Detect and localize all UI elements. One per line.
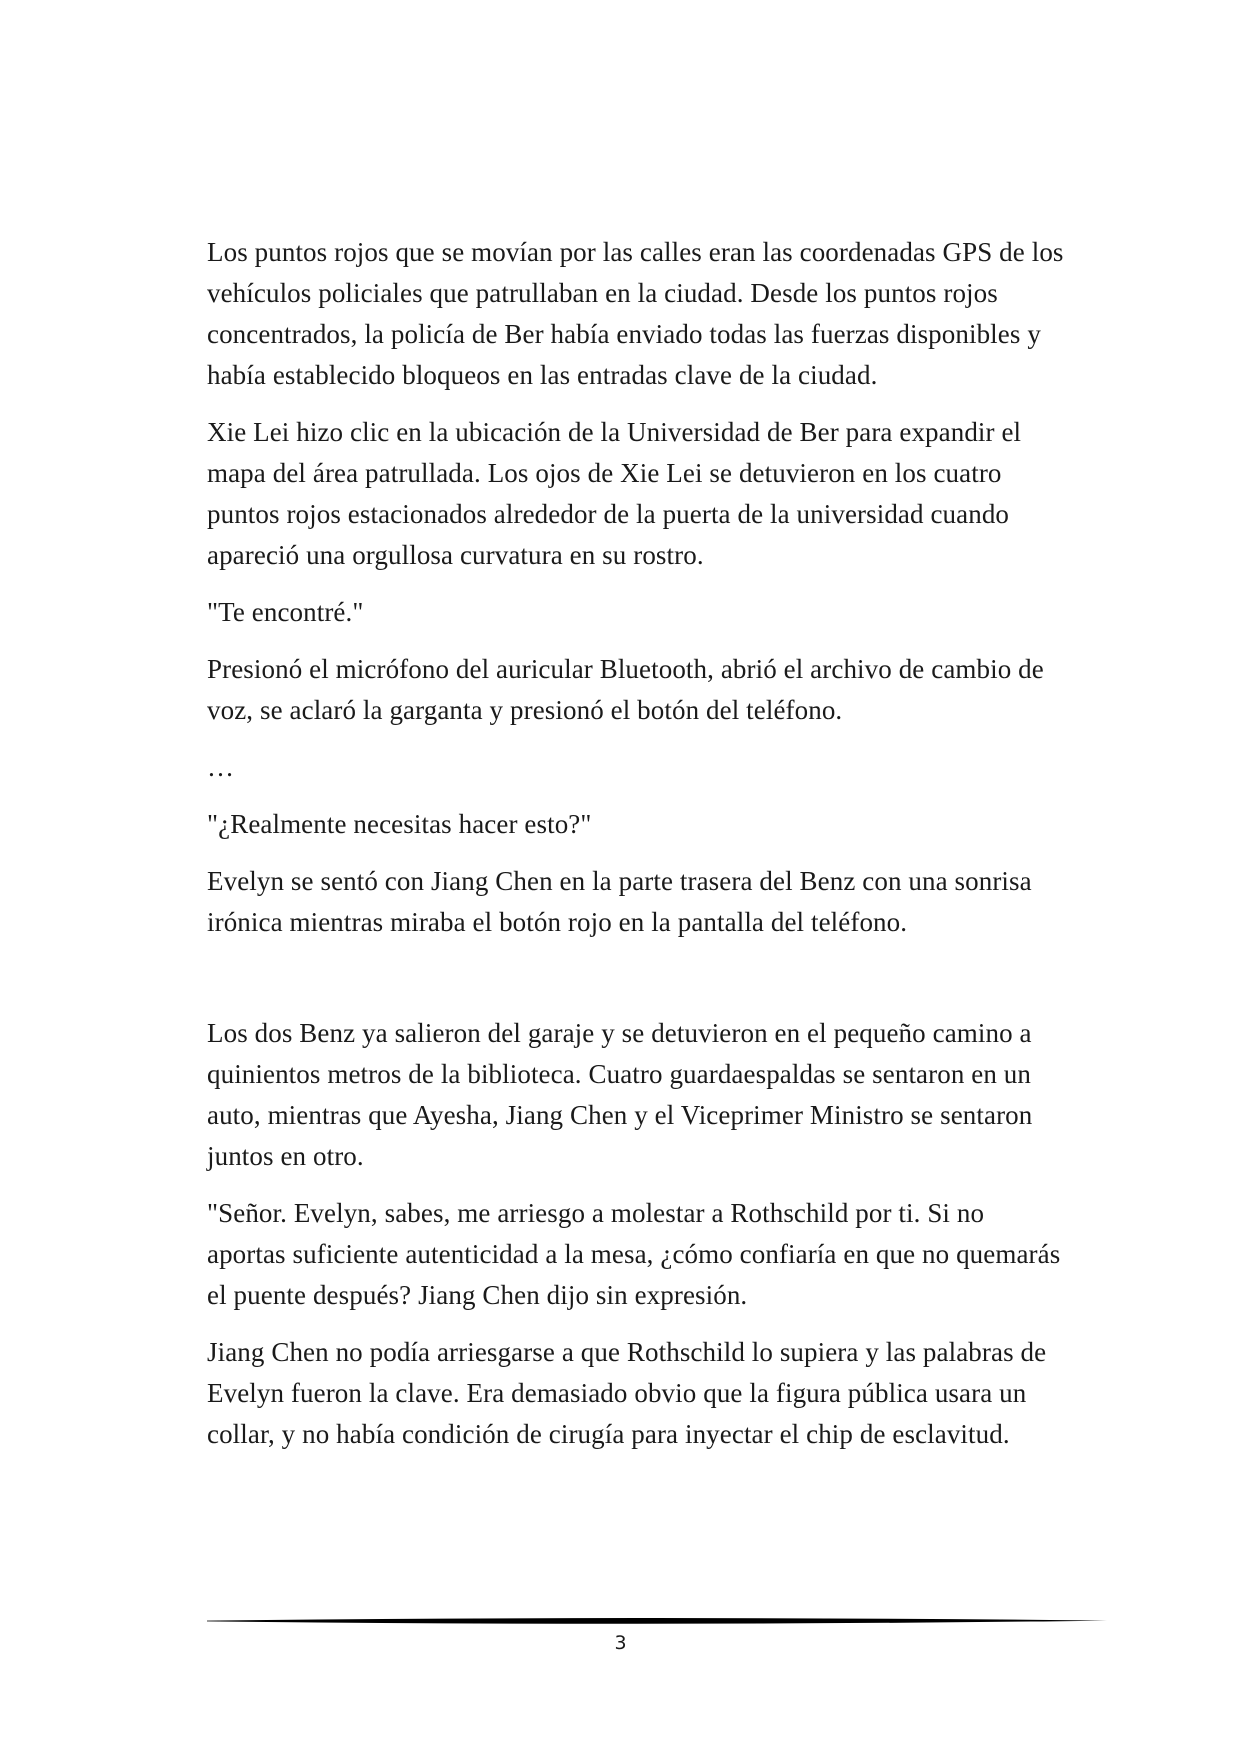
paragraph: Xie Lei hizo clic en la ubicación de la Universidad de Ber para expandir el mapa del área patrullada. Los ojos de Xie Lei se detuvieron en los cuatro puntos rojos estacionados alrededor de la puerta de la universidad cuando apareció una orgullosa curvatura en su rostro. [207, 417, 1022, 570]
body-text [207, 232, 1067, 1471]
paragraph: Evelyn se sentó con Jiang Chen en la parte trasera del Benz con una sonrisa irónica mientras miraba el botón rojo en la pantalla del teléfono. [207, 866, 1032, 937]
paragraph: Los puntos rojos que se movían por las calles eran las coordenadas GPS de los vehículos policiales que patrullaban en la ciudad. Desde los puntos rojos concentrados, la policía de Ber había enviado todas las fuerzas disponibles y había establecido bloqueos en las entradas clave de la ciudad. [207, 237, 1064, 390]
ellipsis-line: … [207, 752, 235, 782]
paragraph: "Te encontré." [207, 597, 364, 627]
page-number: 3 [614, 1632, 627, 1654]
paragraph: "¿Realmente necesitas hacer esto?" [207, 809, 592, 839]
paragraph: Presionó el micrófono del auricular Bluetooth, abrió el archivo de cambio de voz, se aclaró la garganta y presionó el botón del teléfono. [207, 654, 1044, 725]
paragraph: Jiang Chen no podía arriesgarse a que Rothschild lo supiera y las palabras de Evelyn fueron la clave. Era demasiado obvio que la figura pública usara un collar, y no había condición de cirugía para inyectar el chip de esclavitud. [207, 1337, 1047, 1449]
paragraph: Los dos Benz ya salieron del garaje y se detuvieron en el pequeño camino a quinientos metros de la biblioteca. Cuatro guardaespaldas se sentaron en un auto, mientras que Ayesha, Jiang Chen y el Viceprimer Ministro se sentaron juntos en otro. [207, 1018, 1033, 1171]
section-break [207, 959, 1067, 1013]
paragraph: "Señor. Evelyn, sabes, me arriesgo a molestar a Rothschild por ti. Si no aportas suficiente autenticidad a la mesa, ¿cómo confiaría en que no quemarás el puente después? Jiang Chen dijo sin expresión. [207, 1198, 1061, 1310]
footer-divider [207, 1616, 1107, 1626]
footer-divider-swash [207, 1618, 1107, 1624]
